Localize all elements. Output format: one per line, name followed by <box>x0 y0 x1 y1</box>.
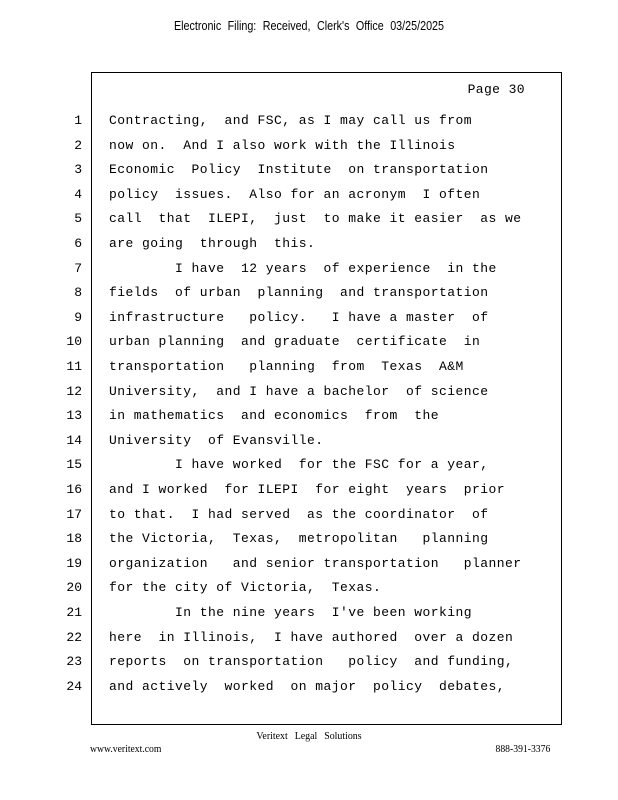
line-number: 22 <box>66 630 82 645</box>
transcript-line: here in Illinois, I have authored over a dozen <box>109 630 514 645</box>
line-number: 5 <box>74 211 82 226</box>
page-number: Page 30 <box>467 82 525 97</box>
footer-url: www.veritext.com <box>90 743 162 755</box>
transcript-line: fields of urban planning and transportation <box>109 285 489 300</box>
transcript-line: policy issues. Also for an acronym I often <box>109 187 481 202</box>
line-number: 13 <box>66 408 82 423</box>
line-number: 2 <box>74 138 82 153</box>
transcript-line: and actively worked on major policy debates, <box>109 679 506 694</box>
line-number: 21 <box>66 605 82 620</box>
transcript-line: infrastructure policy. I have a master of <box>109 310 489 325</box>
filing-header: Electronic Filing: Received, Clerk's Office 03/25/2025 <box>173 19 445 33</box>
transcript-line: University of Evansville. <box>109 433 324 448</box>
transcript-line: are going through this. <box>109 236 316 251</box>
transcript-line: call that ILEPI, just to make it easier as we <box>109 211 522 226</box>
line-number: 19 <box>66 556 82 571</box>
transcript-line: Contracting, and FSC, as I may call us from <box>109 113 473 128</box>
transcript-line: University, and I have a bachelor of science <box>109 384 489 399</box>
transcript-line: the Victoria, Texas, metropolitan planning <box>109 531 489 546</box>
line-number: 23 <box>66 654 82 669</box>
line-number: 24 <box>66 679 82 694</box>
transcript-line: and I worked for ILEPI for eight years prior <box>109 482 506 497</box>
line-number: 16 <box>66 482 82 497</box>
line-number: 6 <box>74 236 82 251</box>
transcript-line: to that. I had served as the coordinator of <box>109 507 489 522</box>
line-number: 7 <box>74 261 82 276</box>
line-number: 20 <box>66 580 82 595</box>
line-number: 17 <box>66 507 82 522</box>
line-number: 11 <box>66 359 82 374</box>
line-number: 14 <box>66 433 82 448</box>
line-number: 9 <box>74 310 82 325</box>
transcript-line: reports on transportation policy and funding, <box>109 654 514 669</box>
transcript-line: I have worked for the FSC for a year, <box>109 457 489 472</box>
footer-company: Veritext Legal Solutions <box>256 730 362 742</box>
transcript-line: urban planning and graduate certificate in <box>109 334 481 349</box>
transcript-line: for the city of Victoria, Texas. <box>109 580 382 595</box>
line-number: 12 <box>66 384 82 399</box>
transcript-line: I have 12 years of experience in the <box>109 261 497 276</box>
transcript-line: Economic Policy Institute on transportation <box>109 162 489 177</box>
line-number: 3 <box>74 162 82 177</box>
transcript-line: in mathematics and economics from the <box>109 408 440 423</box>
line-number: 1 <box>74 113 82 128</box>
line-number: 10 <box>66 334 82 349</box>
footer-phone: 888-391-3376 <box>495 743 550 755</box>
line-number: 4 <box>74 187 82 202</box>
line-number: 18 <box>66 531 82 546</box>
transcript-line: now on. And I also work with the Illinois <box>109 138 456 153</box>
transcript-line: organization and senior transportation planner <box>109 556 522 571</box>
transcript-line: In the nine years I've been working <box>109 605 473 620</box>
line-number: 8 <box>74 285 82 300</box>
transcript-line: transportation planning from Texas A&M <box>109 359 464 374</box>
line-number: 15 <box>66 457 82 472</box>
